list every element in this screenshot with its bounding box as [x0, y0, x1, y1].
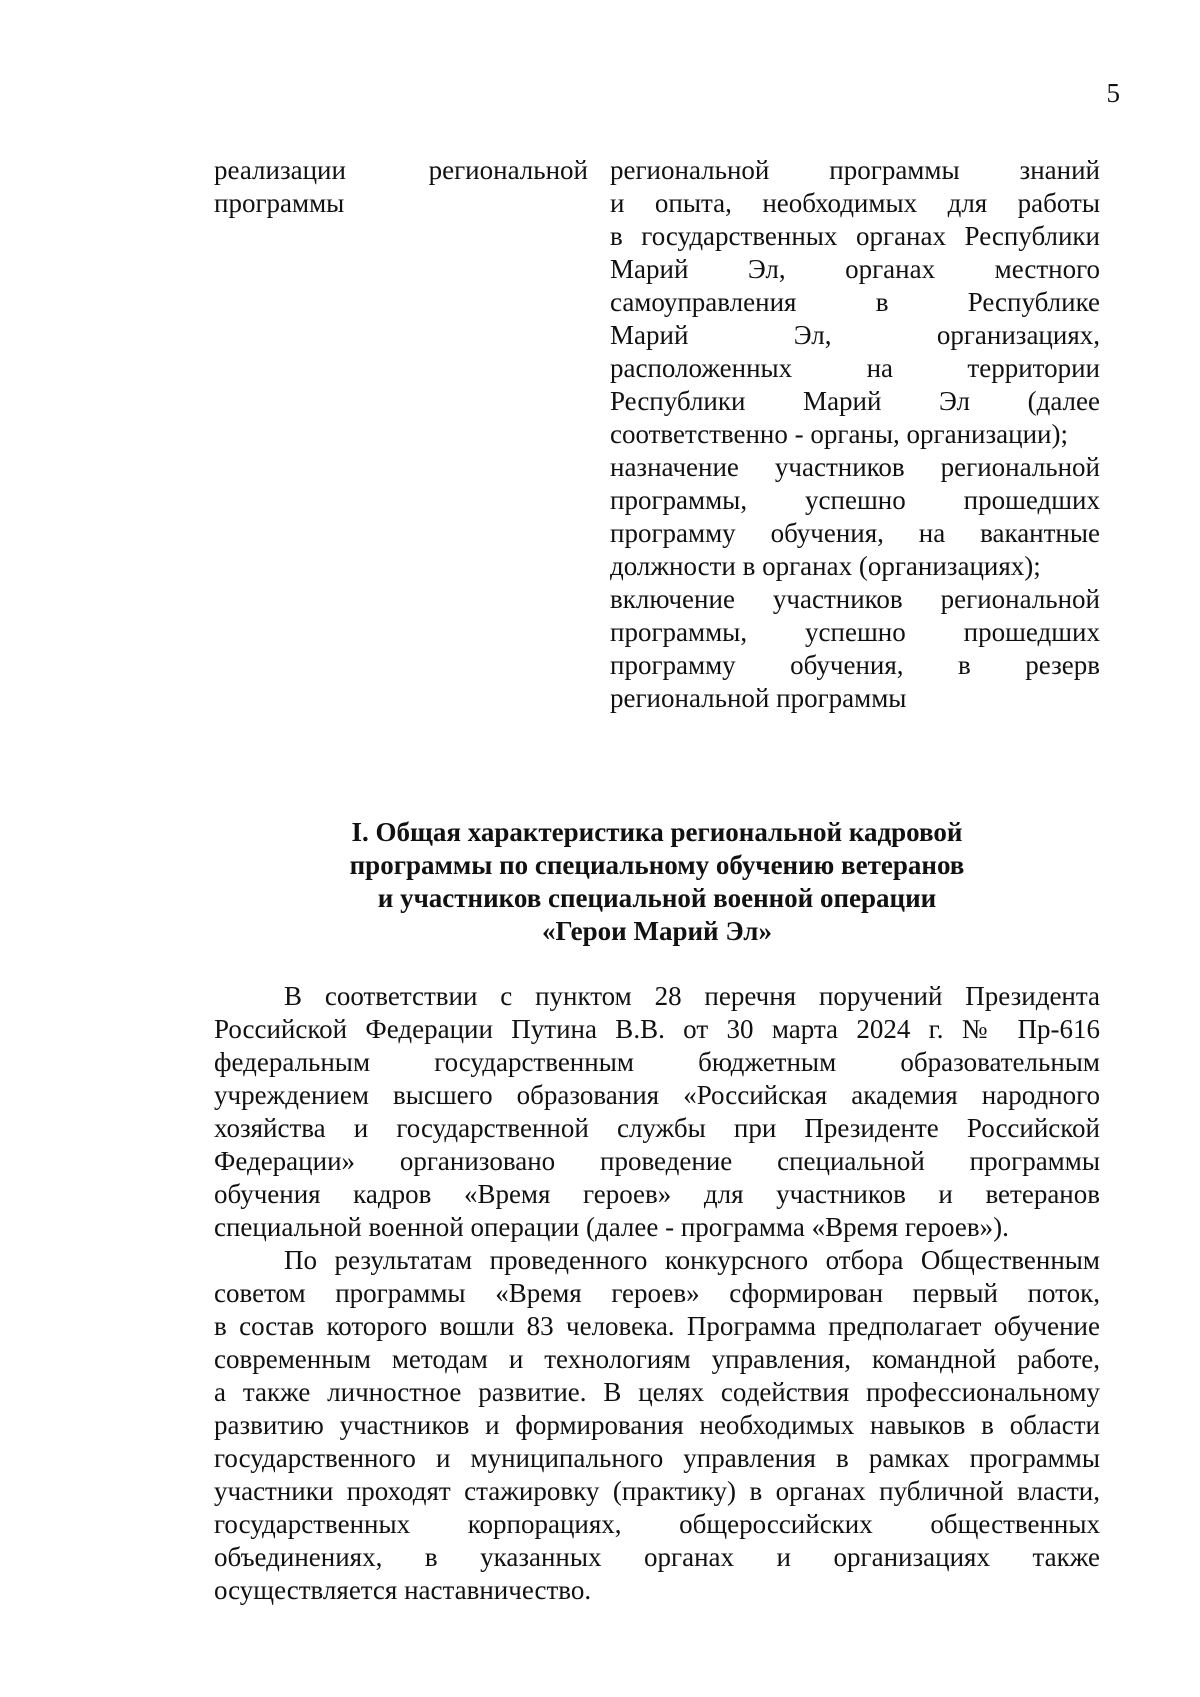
section-heading-line: «Герои Марий Эл»	[542, 916, 772, 946]
paragraph-line: в состав которого вошли 83 человека. Программа предполагает обучение	[214, 1311, 1100, 1341]
table-right-line: программы, успешно прошедших	[610, 617, 1100, 647]
table-right-line: включение участников региональной	[610, 584, 1100, 614]
paragraph-line: По результатам проведенного конкурсного отбора Общественным	[284, 1245, 1100, 1275]
table-right-line: назначение участников региональной	[610, 452, 1100, 482]
paragraph-line: развитию участников и формирования необходимых навыков в области	[214, 1410, 1100, 1440]
table-right-cell	[610, 154, 1100, 715]
table-right-line: соответственно - органы, организации);	[610, 419, 1068, 449]
paragraph-line: учреждением высшего образования «Российская академия народного	[214, 1080, 1100, 1110]
paragraph-line: специальной военной операции (далее - программа «Время героев»).	[214, 1212, 1009, 1242]
paragraph-line: объединениях, в указанных органах и организациях также	[214, 1542, 1100, 1572]
section-heading	[214, 816, 1100, 948]
body-text	[214, 980, 1100, 1607]
section-heading-line: программы по специальному обучению ветеранов	[349, 850, 965, 880]
table-right-line: Марий Эл, органах местного	[610, 254, 1100, 284]
table-left-cell	[214, 154, 588, 220]
paragraph-line: осуществляется наставничество.	[214, 1575, 592, 1605]
table-right-line: региональной программы	[610, 683, 907, 713]
section-heading-line: и участников специальной военной операции	[377, 883, 937, 913]
table-right-line: в государственных органах Республики	[610, 221, 1100, 251]
paragraph-line: а также личностное развитие. В целях содействия профессиональному	[214, 1377, 1100, 1407]
paragraph-line: Федерации» организовано проведение специальной программы	[214, 1146, 1100, 1176]
table-right-line: Республики Марий Эл (далее	[610, 386, 1100, 416]
paragraph-line: обучения кадров «Время героев» для участников и ветеранов	[214, 1179, 1100, 1209]
table-right-line: программу обучения, в резерв	[610, 650, 1100, 680]
table-right-line: региональной программы знаний	[610, 155, 1100, 185]
paragraph-line: участники проходят стажировку (практику) в органах публичной власти,	[214, 1476, 1100, 1506]
section-heading-line: I. Общая характеристика региональной кадровой	[351, 817, 963, 847]
table-right-line: Марий Эл, организациях,	[610, 320, 1100, 350]
paragraph-line: В соответствии с пунктом 28 перечня поручений Президента	[284, 981, 1100, 1011]
table-right-line: программу обучения, на вакантные	[610, 518, 1100, 548]
paragraph-line: хозяйства и государственной службы при Президенте Российской	[214, 1113, 1100, 1143]
paragraph-line: Российской Федерации Путина В.В. от 30 марта 2024 г. № Пр-616	[214, 1014, 1100, 1044]
table-left-line: программы	[214, 188, 345, 218]
table-right-line: должности в органах (организациях);	[610, 551, 1041, 581]
paragraph-line: современным методам и технологиям управления, командной работе,	[214, 1344, 1100, 1374]
paragraph-line: государственных корпорациях, общероссийских общественных	[214, 1509, 1100, 1539]
table-left-line: реализации региональной	[214, 155, 588, 185]
page-number: 5	[1106, 78, 1120, 108]
table-right-line: самоуправления в Республике	[610, 287, 1100, 317]
table-right-line: программы, успешно прошедших	[610, 485, 1100, 515]
paragraph-line: советом программы «Время героев» сформирован первый поток,	[214, 1278, 1100, 1308]
table-right-line: и опыта, необходимых для работы	[610, 188, 1100, 218]
paragraph-line: федеральным государственным бюджетным образовательным	[214, 1047, 1100, 1077]
paragraph-line: государственного и муниципального управления в рамках программы	[214, 1443, 1100, 1473]
table-right-line: расположенных на территории	[610, 353, 1100, 383]
